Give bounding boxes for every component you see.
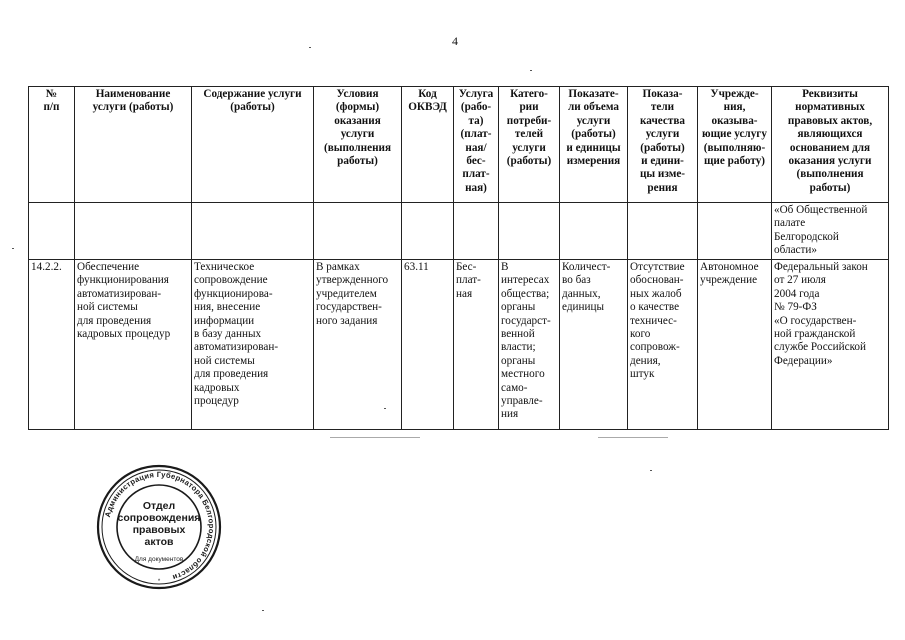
table-cell [499,203,560,260]
table-cell [628,203,698,260]
scan-speck [650,470,652,471]
table-cell-quality: Отсутствие обоснован- ных жалоб о качестве техничес- кого сопровож- дения, штук [628,260,698,430]
stamp-ring-text: Администрация Губернатора Белгородской области [103,469,217,583]
stamp-line: актов [144,536,174,548]
table-cell [192,203,314,260]
table-header-row [29,87,889,203]
header-cell-okved: Код ОКВЭД [402,87,454,203]
scan-speck [530,70,532,71]
stamp-center-text [96,500,222,548]
stamp-star-mark: * [157,579,161,585]
table-cell-institutions: Автономное учреждение [698,260,772,430]
header-cell-paid: Услуга (рабо- та) (плат- ная/ бес- плат- ная) [454,87,499,203]
table-cell [29,203,75,260]
table-cell-consumers: В интересах общества; органы государст- венной власти; органы местного само- управле- ния [499,260,560,430]
page-number: 4 [452,34,458,48]
table-cell-name: Обеспечение функционирования автоматизирован- ной системы для проведения кадровых процедур [75,260,192,430]
scan-speck [12,248,14,249]
header-cell-number: № п/п [29,87,75,203]
services-table [28,86,889,430]
table-cell-legal-acts: Федеральный закон от 27 июля 2004 года № 79-ФЗ «О государствен- ной гражданской службе Российской Федерации» [772,260,889,430]
scan-speck [262,610,264,611]
scan-speck [309,47,311,48]
header-cell-conditions: Условия (формы) оказания услуги (выполнения работы) [314,87,402,203]
table-cell-conditions: В рамках утвержденного учредителем государствен- ного задания [314,260,402,430]
table-cell-content: Техническое сопровождение функционирова- ния, внесение информации в базу данных автоматизирован- ной системы для проведения кадровых процедур [192,260,314,430]
scan-line [330,437,420,438]
table-cell-volume: Количест- во баз данных, единицы [560,260,628,430]
table-cell-legal-acts: «Об Общественной палате Белгородской области» [772,203,889,260]
scan-line [598,437,668,438]
table-cell [75,203,192,260]
header-cell-name: Наименование услуги (работы) [75,87,192,203]
header-cell-legal-acts: Реквизиты нормативных правовых актов, являющихся основанием для оказания услуги (выполнения работы) [772,87,889,203]
header-cell-content: Содержание услуги (работы) [192,87,314,203]
stamp-line: правовых [132,524,186,536]
table-cell-paid: Бес- плат- ная [454,260,499,430]
table-cell [314,203,402,260]
table-cell [454,203,499,260]
table-row [29,260,889,430]
header-cell-quality: Показа- тели качества услуги (работы) и едини- цы изме- рения [628,87,698,203]
stamp-bottom-text: Для документов [134,556,184,563]
table-cell [698,203,772,260]
table-cell [560,203,628,260]
table-row-continuation [29,203,889,260]
header-cell-volume: Показате- ли объема услуги (работы) и единицы измерения [560,87,628,203]
official-stamp [96,464,222,590]
header-cell-institutions: Учрежде- ния, оказыва- ющие услугу (выполняю- щие работу) [698,87,772,203]
scan-speck [384,408,386,409]
stamp-line: сопровождения [117,512,201,524]
table-cell-number: 14.2.2. [29,260,75,430]
header-cell-consumers: Катего- рии потреби- телей услуги (работы) [499,87,560,203]
table-cell-okved: 63.11 [402,260,454,430]
table-cell [402,203,454,260]
stamp-line: Отдел [142,500,176,512]
